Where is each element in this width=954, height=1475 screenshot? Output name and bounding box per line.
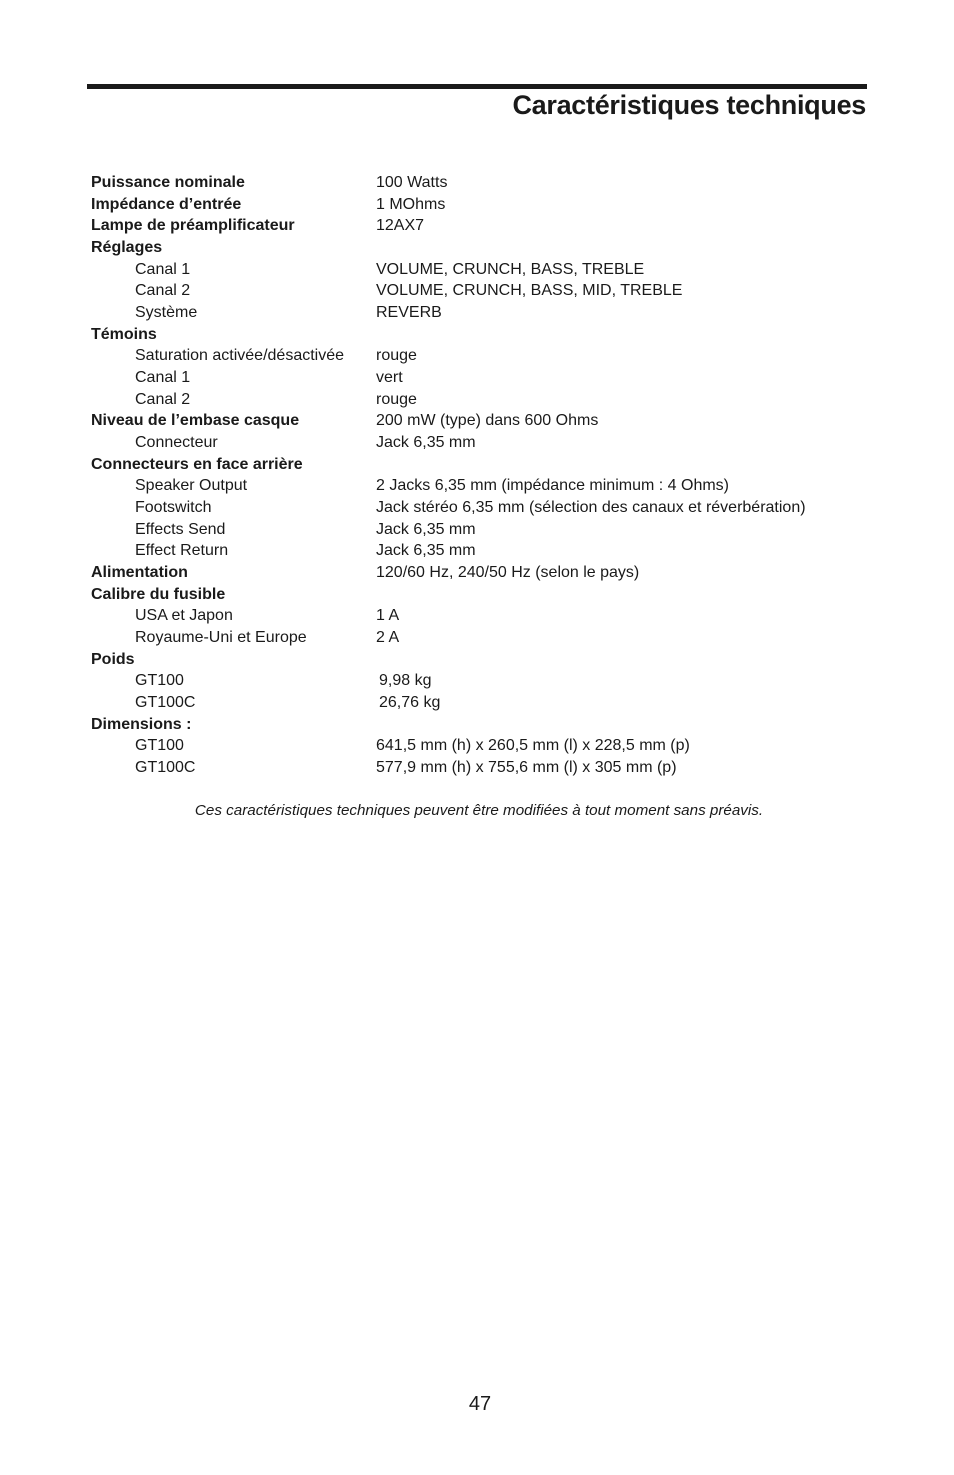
spec-label: Système xyxy=(135,304,198,322)
spec-label: Canal 1 xyxy=(135,260,191,278)
spec-section-row xyxy=(91,215,871,237)
spec-section-row xyxy=(91,172,871,194)
spec-value: 200 mW (type) dans 600 Ohms xyxy=(376,412,599,430)
spec-section-row xyxy=(91,584,871,606)
spec-section-row xyxy=(91,714,871,736)
page-title: Caractéristiques techniques xyxy=(512,90,866,120)
spec-section-label: Niveau de l’embase casque xyxy=(91,412,300,430)
spec-table xyxy=(91,172,871,779)
spec-row xyxy=(91,519,871,541)
spec-section-label: Lampe de préamplificateur xyxy=(91,217,295,235)
spec-row xyxy=(91,259,871,281)
spec-section-label: Réglages xyxy=(91,239,163,257)
spec-section-row xyxy=(91,454,871,476)
spec-label: USA et Japon xyxy=(135,607,233,625)
spec-section-row xyxy=(91,410,871,432)
spec-row xyxy=(91,345,871,367)
spec-section-label: Dimensions : xyxy=(91,715,192,733)
spec-label: GT100C xyxy=(135,759,196,777)
spec-section-row xyxy=(91,237,871,259)
spec-section-row xyxy=(91,194,871,216)
spec-value: rouge xyxy=(376,347,417,365)
spec-section-label: Alimentation xyxy=(91,564,188,582)
spec-value: 9,98 kg xyxy=(379,672,432,690)
spec-section-row xyxy=(91,649,871,671)
spec-section-label: Connecteurs en face arrière xyxy=(91,455,303,473)
spec-value: 577,9 mm (h) x 755,6 mm (l) x 305 mm (p) xyxy=(376,759,677,777)
spec-label: GT100 xyxy=(135,737,184,755)
spec-value: VOLUME, CRUNCH, BASS, TREBLE xyxy=(376,260,645,278)
spec-row xyxy=(91,692,871,714)
spec-label: Royaume-Uni et Europe xyxy=(135,629,307,647)
spec-row xyxy=(91,757,871,779)
spec-section-label: Poids xyxy=(91,650,135,668)
spec-row xyxy=(91,302,871,324)
spec-label: GT100C xyxy=(135,694,196,712)
spec-row xyxy=(91,389,871,411)
spec-value: 2 Jacks 6,35 mm (impédance minimum : 4 Ohms) xyxy=(376,477,729,495)
spec-label: Saturation activée/désactivée xyxy=(135,347,345,365)
spec-value: 26,76 kg xyxy=(379,694,441,712)
footnote: Ces caractéristiques techniques peuvent être modifiées à tout moment sans préavis. xyxy=(194,802,764,819)
spec-label: Canal 2 xyxy=(135,282,191,300)
spec-label: Footswitch xyxy=(135,499,212,517)
spec-label: GT100 xyxy=(135,672,184,690)
spec-value: Jack 6,35 mm xyxy=(376,520,476,538)
spec-value: Jack 6,35 mm xyxy=(376,434,476,452)
spec-row xyxy=(91,280,871,302)
spec-value: 12AX7 xyxy=(376,217,425,235)
page-number: 47 xyxy=(468,1393,492,1415)
spec-row xyxy=(91,670,871,692)
spec-row xyxy=(91,367,871,389)
spec-value: 1 MOhms xyxy=(376,195,446,213)
spec-row xyxy=(91,497,871,519)
spec-row xyxy=(91,735,871,757)
spec-section-row xyxy=(91,324,871,346)
spec-section-label: Calibre du fusible xyxy=(91,585,226,603)
spec-value: 1 A xyxy=(376,607,400,625)
spec-row xyxy=(91,432,871,454)
spec-row xyxy=(91,475,871,497)
spec-label: Canal 1 xyxy=(135,369,191,387)
spec-row xyxy=(91,627,871,649)
spec-label: Effects Send xyxy=(135,520,226,538)
spec-row xyxy=(91,605,871,627)
spec-section-row xyxy=(91,562,871,584)
spec-value: Jack 6,35 mm xyxy=(376,542,476,560)
spec-section-label: Témoins xyxy=(91,325,157,343)
spec-row xyxy=(91,540,871,562)
spec-section-label: Puissance nominale xyxy=(91,174,245,191)
spec-value: rouge xyxy=(376,390,417,408)
spec-value: vert xyxy=(376,369,403,387)
spec-label: Effect Return xyxy=(135,542,229,560)
spec-value: 641,5 mm (h) x 260,5 mm (l) x 228,5 mm (p) xyxy=(376,737,690,755)
spec-label: Canal 2 xyxy=(135,390,191,408)
spec-section-label: Impédance d’entrée xyxy=(91,195,242,213)
spec-label: Connecteur xyxy=(135,434,218,452)
spec-value: VOLUME, CRUNCH, BASS, MID, TREBLE xyxy=(376,282,683,300)
spec-value: REVERB xyxy=(376,304,442,322)
spec-value: 100 Watts xyxy=(376,174,448,191)
spec-value: 120/60 Hz, 240/50 Hz (selon le pays) xyxy=(376,564,640,582)
spec-value: Jack stéréo 6,35 mm (sélection des canaux et réverbération) xyxy=(376,499,806,517)
spec-value: 2 A xyxy=(376,629,400,647)
spec-label: Speaker Output xyxy=(135,477,248,495)
